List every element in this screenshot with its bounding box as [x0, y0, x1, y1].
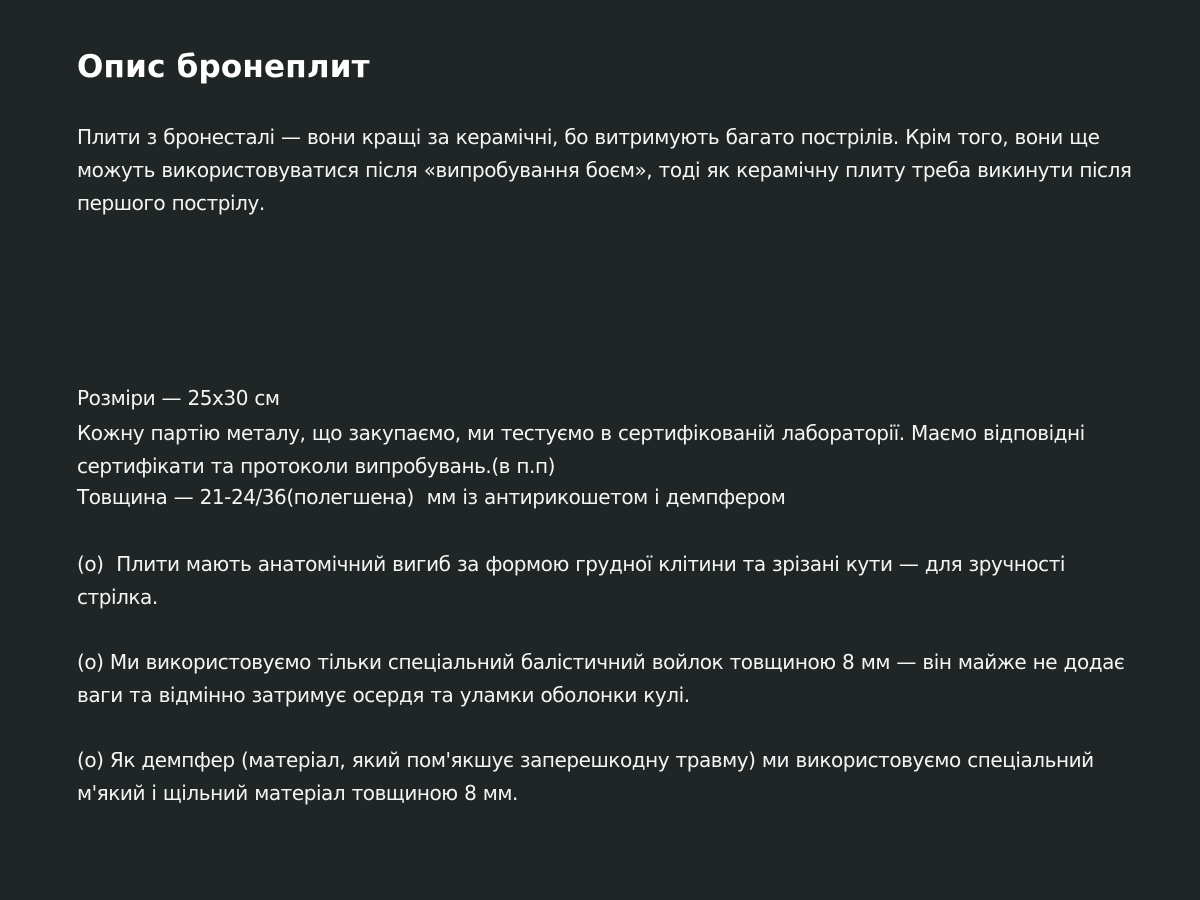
feature-anatomical-curve: (о) Плити мають анатомічний вигиб за формою грудної клітини та зрізані кути — для зручності стрілка. [77, 552, 1072, 609]
plate-thickness: Товщина — 21-24/36(полегшена) мм із антирикошетом і демпфером [77, 485, 786, 509]
page-title: Опис бронеплит [77, 49, 370, 85]
intro-paragraph: Плити з бронесталі — вони кращі за керамічні, бо витримують багато пострілів. Крім того, вони ще можуть використовуватися після «випробування боєм», тоді як керамічну плиту треба викинути після першого пострілу. [77, 125, 1138, 215]
testing-paragraph: Кожну партію металу, що закупаємо, ми тестуємо в сертифікованій лабораторії. Маємо відповідні сертифікати та протоколи випробувань.(в п.п) [77, 421, 1092, 478]
plate-size: Розміри — 25х30 см [77, 386, 280, 410]
feature-ballistic-felt: (о) Ми використовуємо тільки спеціальний балістичний войлок товщиною 8 мм — він майже не додає ваги та відмінно затримує осердя та уламки оболонки кулі. [77, 650, 1131, 707]
feature-damper-material: (о) Як демпфер (матеріал, який пом'якшує заперешкодну травму) ми використовуємо спеціальний м'який і щільний матеріал товщиною 8 мм. [77, 748, 1101, 805]
